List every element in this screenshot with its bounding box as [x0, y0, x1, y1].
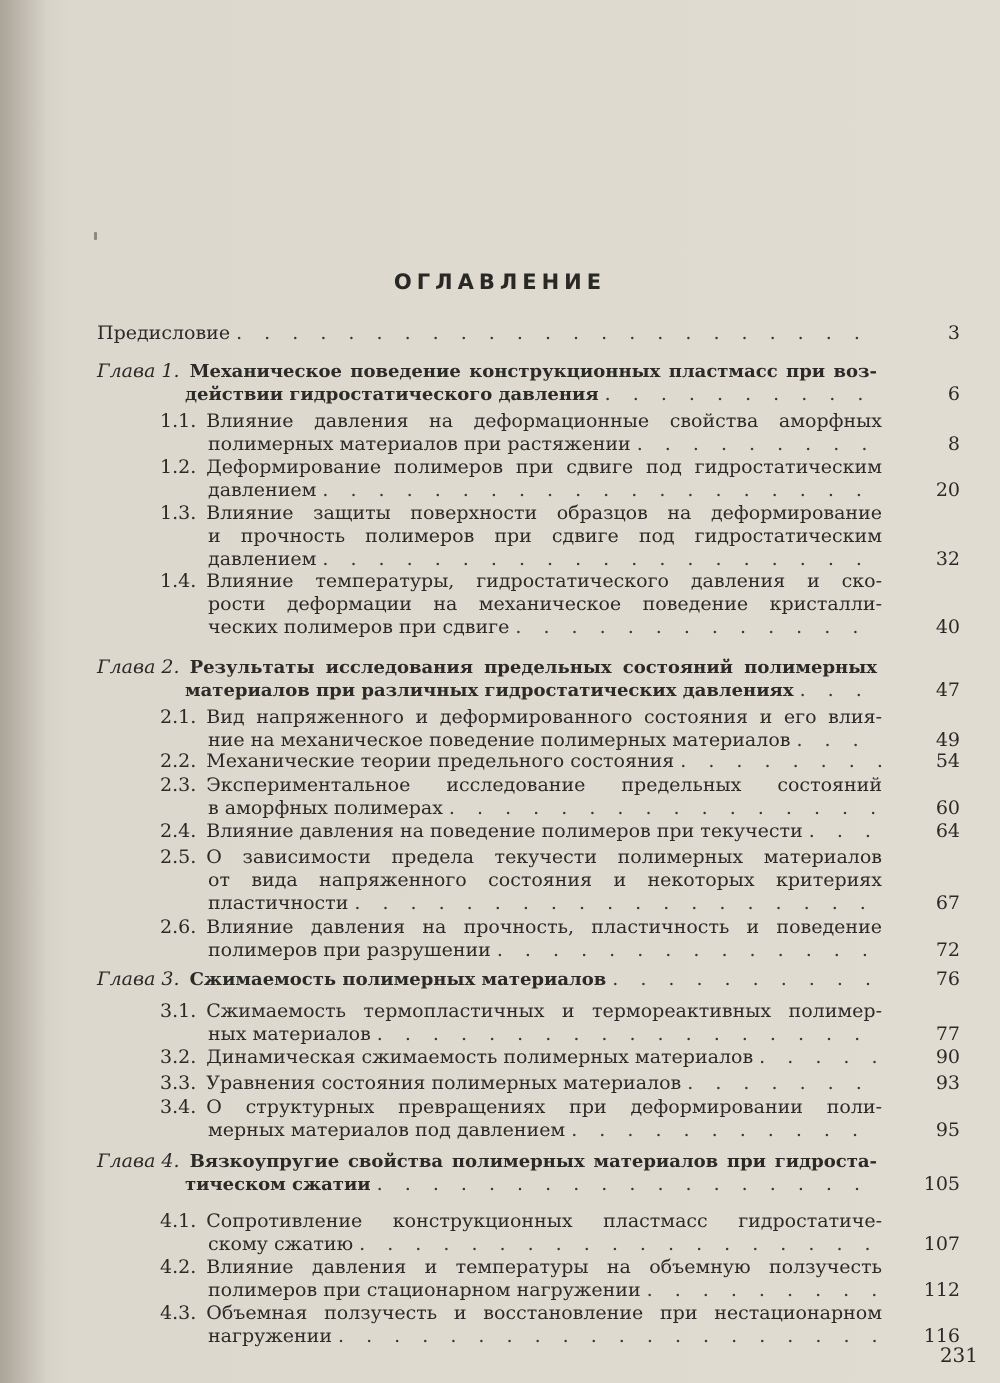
- leader-dots: [809, 820, 882, 843]
- toc-page-number: 95: [935, 1119, 960, 1141]
- section-number: 2.4.: [160, 820, 197, 842]
- leader-dots: [612, 968, 877, 991]
- toc-line-text: Вязкоупругие свойства полимерных материалов при гидроста-: [189, 1151, 877, 1172]
- toc-line: [160, 1233, 882, 1256]
- toc-line: [160, 525, 882, 548]
- toc-line: [160, 1119, 882, 1142]
- toc-line-text: Влияние давления на поведение полимеров при текучести: [206, 820, 803, 842]
- toc-line: [160, 706, 882, 729]
- toc-page-number: 76: [935, 968, 960, 990]
- toc-line-text: давлением: [208, 479, 317, 501]
- section-number: 2.3.: [160, 774, 197, 796]
- toc-chapter: [97, 656, 877, 702]
- toc-line: [97, 1150, 877, 1173]
- toc-line-text: Влияние температуры, гидростатического давления и ско-: [206, 570, 882, 592]
- toc-line: [160, 1023, 882, 1046]
- leader-dots: [759, 1046, 882, 1069]
- toc-line: [160, 916, 882, 939]
- toc-line: [160, 593, 882, 616]
- toc-line: [160, 548, 882, 571]
- toc-line: [97, 322, 877, 345]
- section-number: 3.4.: [160, 1096, 197, 1118]
- toc-line: [160, 820, 882, 843]
- toc-section: [160, 916, 882, 962]
- toc-line-text: скому сжатию: [208, 1233, 354, 1255]
- leader-dots: [449, 797, 882, 820]
- toc-line: [160, 502, 882, 525]
- toc-line-text: Объемная ползучесть и восстановление при нестационарном: [206, 1302, 882, 1324]
- toc-line: [160, 456, 882, 479]
- section-number: 1.2.: [160, 456, 197, 478]
- leader-dots: [637, 433, 882, 456]
- toc-line-text: от вида напряженного состояния и некоторых критериях: [208, 869, 882, 891]
- toc-line-text: Влияние давления и температуры на объемную ползучесть: [206, 1256, 882, 1278]
- toc-line-text: О зависимости предела текучести полимерных материалов: [206, 846, 882, 868]
- toc-page-number: 32: [935, 548, 960, 570]
- toc-page-number: 107: [923, 1233, 960, 1255]
- toc-line-text: полимеров при разрушении: [208, 939, 491, 961]
- toc-section: [160, 1302, 882, 1348]
- toc-line-text: Влияние давления на деформационные свойства аморфных: [206, 410, 882, 432]
- toc-line: [97, 360, 877, 383]
- toc-section: [160, 1000, 882, 1046]
- section-number: 4.3.: [160, 1302, 197, 1324]
- toc-line: [160, 479, 882, 502]
- toc-section: [160, 846, 882, 915]
- toc-line: [160, 1072, 882, 1095]
- toc-line: [97, 656, 877, 679]
- toc-section: [160, 820, 882, 843]
- toc-line-text: О структурных превращениях при деформировании поли-: [206, 1096, 882, 1118]
- leader-dots: [571, 1119, 882, 1142]
- toc-page-number: 8: [947, 433, 960, 455]
- toc-line: [160, 774, 882, 797]
- toc-line: [160, 1046, 882, 1069]
- leader-dots: [236, 322, 877, 345]
- leader-dots: [680, 750, 882, 773]
- toc-line-text: полимеров при стационарном нагружении: [208, 1279, 641, 1301]
- toc-line-text: рости деформации на механическое поведение кристалли-: [208, 593, 882, 615]
- toc-section: [160, 1256, 882, 1302]
- leader-dots: [687, 1072, 882, 1095]
- toc-chapter: [97, 360, 877, 406]
- toc-line-text: Экспериментальное исследование предельных состояний: [206, 774, 882, 796]
- toc-line-text: давлением: [208, 548, 317, 570]
- toc-line: [160, 1096, 882, 1119]
- toc-line: [160, 1279, 882, 1302]
- section-number: 2.5.: [160, 846, 197, 868]
- toc-line: [97, 679, 877, 702]
- toc-line-text: мерных материалов под давлением: [208, 1119, 566, 1141]
- toc-line-text: ных материалов: [208, 1023, 371, 1045]
- toc-chapter: [97, 1150, 877, 1196]
- chapter-label: Глава 2.: [97, 656, 180, 678]
- toc-section: [160, 1072, 882, 1095]
- toc-line: [160, 1325, 882, 1348]
- toc-line: [160, 939, 882, 962]
- toc-line: [160, 570, 882, 593]
- toc-section: [160, 750, 882, 773]
- section-number: 1.1.: [160, 410, 197, 432]
- toc-line-text: Деформирование полимеров при сдвиге под гидростатическим: [206, 456, 882, 478]
- section-number: 4.2.: [160, 1256, 197, 1278]
- toc-line-text: и прочность полимеров при сдвиге под гидростатическим: [208, 525, 882, 547]
- leader-dots: [647, 1279, 882, 1302]
- section-number: 2.6.: [160, 916, 197, 938]
- leader-dots: [377, 1173, 877, 1196]
- toc-line-text: Механические теории предельного состояния: [206, 750, 675, 772]
- toc-line-text: в аморфных полимерах: [208, 797, 443, 819]
- toc-page-number: 90: [935, 1046, 960, 1068]
- toc-section: [160, 1046, 882, 1069]
- toc-line-text: ческих полимеров при сдвиге: [208, 616, 510, 638]
- toc-page-number: 72: [935, 939, 960, 961]
- section-number: 2.2.: [160, 750, 197, 772]
- toc-section: [160, 1096, 882, 1142]
- toc-section: [160, 570, 882, 639]
- toc-line-text: Влияние давления на прочность, пластичность и поведение: [206, 916, 882, 938]
- toc-line-text: Механическое поведение конструкционных пластмасс при воз-: [189, 361, 877, 382]
- toc-line: [160, 433, 882, 456]
- toc-page-number: 60: [935, 797, 960, 819]
- toc-page-number: 47: [935, 679, 960, 701]
- toc-line-text: Сопротивление конструкционных пластмасс гидростатиче-: [206, 1210, 882, 1232]
- toc-line: [160, 729, 882, 752]
- toc-entry: [97, 322, 877, 345]
- toc-section: [160, 706, 882, 752]
- leader-dots: [515, 616, 882, 639]
- toc-page-number: 3: [947, 322, 960, 344]
- toc-line-text: тическом сжатии: [185, 1174, 371, 1195]
- toc-line-text: нагружении: [208, 1325, 333, 1347]
- toc-line-text: пластичности: [208, 892, 349, 914]
- toc-line-text: Влияние защиты поверхности образцов на деформирование: [206, 502, 882, 524]
- leader-dots: [605, 383, 877, 406]
- leader-dots: [497, 939, 882, 962]
- toc-page-number: 105: [923, 1173, 960, 1195]
- toc-section: [160, 410, 882, 456]
- section-number: 3.1.: [160, 1000, 197, 1022]
- leader-dots: [338, 1325, 882, 1348]
- section-number: 3.2.: [160, 1046, 197, 1068]
- toc-section: [160, 456, 882, 502]
- leader-dots: [800, 679, 877, 702]
- toc-line: [160, 410, 882, 433]
- toc-line: [160, 797, 882, 820]
- section-number: 3.3.: [160, 1072, 197, 1094]
- toc-line-text: ние на механическое поведение полимерных материалов: [208, 729, 791, 751]
- toc-page-number: 20: [935, 479, 960, 501]
- toc-line: [160, 1000, 882, 1023]
- toc-line-text: Результаты исследования предельных состояний полимерных: [189, 657, 877, 678]
- toc-section: [160, 774, 882, 820]
- toc-line: [160, 1256, 882, 1279]
- leader-dots: [322, 548, 882, 571]
- chapter-label: Глава 4.: [97, 1150, 180, 1172]
- toc-line-text: Вид напряженного и деформированного состояния и его влия-: [206, 706, 882, 728]
- toc-line-text: Динамическая сжимаемость полимерных материалов: [206, 1046, 754, 1068]
- toc-page-number: 6: [947, 383, 960, 405]
- toc-line-text: Сжимаемость полимерных материалов: [189, 969, 607, 990]
- toc-page-number: 93: [935, 1072, 960, 1094]
- toc-line: [97, 968, 877, 991]
- toc-line-text: действии гидростатического давления: [185, 384, 599, 405]
- toc-line: [160, 750, 882, 773]
- toc-page-number: 112: [923, 1279, 960, 1301]
- toc-line: [97, 383, 877, 406]
- page-title: ОГЛАВЛЕНИЕ: [393, 270, 607, 294]
- toc-line-text: материалов при различных гидростатических давлениях: [185, 680, 794, 701]
- leader-dots: [354, 892, 882, 915]
- toc-line-text: полимерных материалов при растяжении: [208, 433, 631, 455]
- toc-section: [160, 502, 882, 571]
- leader-dots: [359, 1233, 882, 1256]
- toc-line: [160, 869, 882, 892]
- toc-line: [160, 1210, 882, 1233]
- toc-page-number: 77: [935, 1023, 960, 1045]
- toc-line: [97, 1173, 877, 1196]
- leader-dots: [322, 479, 882, 502]
- toc-line-text: Предисловие: [97, 322, 231, 344]
- toc-line-text: Сжимаемость термопластичных и термореактивных полимер-: [206, 1000, 882, 1022]
- toc-page-number: 64: [935, 820, 960, 842]
- section-number: 1.3.: [160, 502, 197, 524]
- toc-page-number: 67: [935, 892, 960, 914]
- section-number: 2.1.: [160, 706, 197, 728]
- leader-dots: [796, 729, 882, 752]
- toc-line: [160, 846, 882, 869]
- toc-page-number: 116: [923, 1325, 960, 1347]
- chapter-label: Глава 1.: [97, 360, 180, 382]
- section-number: 1.4.: [160, 570, 197, 592]
- toc-line: [160, 892, 882, 915]
- chapter-label: Глава 3.: [97, 968, 180, 990]
- section-number: 4.1.: [160, 1210, 197, 1232]
- leader-dots: [377, 1023, 882, 1046]
- toc-line-text: Уравнения состояния полимерных материалов: [206, 1072, 682, 1094]
- toc-section: [160, 1210, 882, 1256]
- toc-chapter: [97, 968, 877, 991]
- toc-page-number: 40: [935, 616, 960, 638]
- toc-line: [160, 1302, 882, 1325]
- toc-page-number: 49: [935, 729, 960, 751]
- toc-line: [160, 616, 882, 639]
- page-number: 231: [939, 1343, 978, 1367]
- toc-page-number: 54: [935, 750, 960, 772]
